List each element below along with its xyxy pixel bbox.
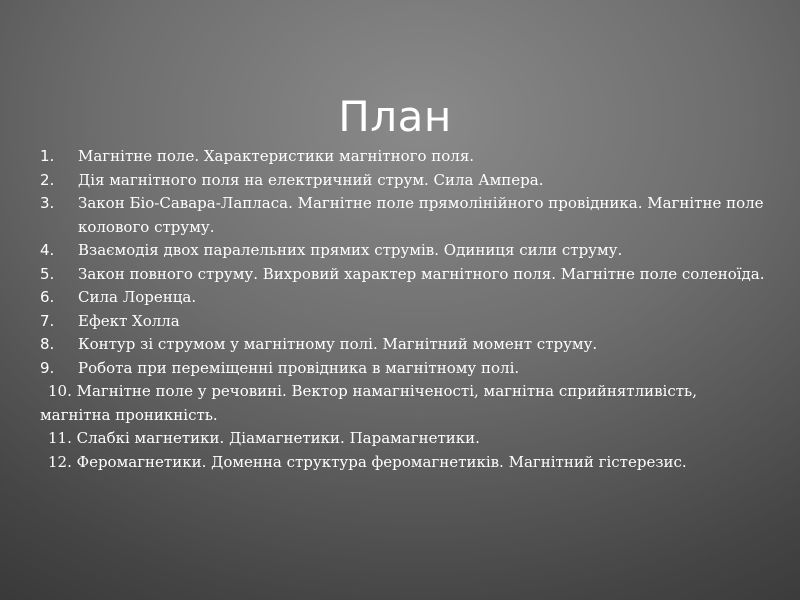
list-item [40,451,780,475]
list-text: Взаємодія двох паралельних прямих струмів. Одиниця сили струму. [78,241,623,259]
list-number: 2. [40,170,55,189]
list-number: 6. [40,288,55,306]
list-item [40,357,780,381]
list-text: Ефект Холла [78,311,180,330]
list-item [40,380,780,404]
list-number: 8. [40,335,55,353]
list-text: Контур зі струмом у магнітному полі. Магнітний момент струму. [78,335,598,353]
list-number: 9. [40,358,55,377]
list-item [40,263,780,287]
list-item [40,239,780,263]
list-number: 7. [40,311,55,330]
list-text: 11. Слабкі магнетики. Діамагнетики. Парамагнетики. [48,429,480,447]
list-text: Магнітне поле. Характеристики магнітного поля. [78,147,475,165]
list-number: 4. [40,241,55,259]
list-text: Закон повного струму. Вихровий характер магнітного поля. Магнітне поле соленоїда. [78,264,765,283]
list-item [40,192,780,239]
list-number: 5. [40,264,55,283]
list-item-continuation [40,404,780,428]
plan-list [40,145,780,474]
list-text: 12. Феромагнетики. Доменна структура феромагнетиків. Магнітний гістерезис. [48,452,687,471]
list-item [40,286,780,310]
list-item [40,427,780,451]
list-number: 1. [40,147,55,165]
list-text: Сила Лоренца. [78,288,197,306]
list-item [40,145,780,169]
list-text: Дія магнітного поля на електричний струм. Сила Ампера. [78,170,544,189]
list-item [40,310,780,334]
list-item [40,169,780,193]
slide-title: План [338,92,452,141]
list-text: 10. Магнітне поле у речовині. Вектор намагніченості, магнітна сприйнятливість, [48,382,697,400]
list-number: 3. [40,194,55,212]
list-text: Робота при переміщенні провідника в магнітному полі. [78,358,520,377]
list-text: Закон Біо-Савара-Лапласа. Магнітне поле прямолінійного провідника. Магнітне поле колового струму. [78,194,764,236]
list-item [40,333,780,357]
list-text: магнітна проникність. [40,405,218,424]
